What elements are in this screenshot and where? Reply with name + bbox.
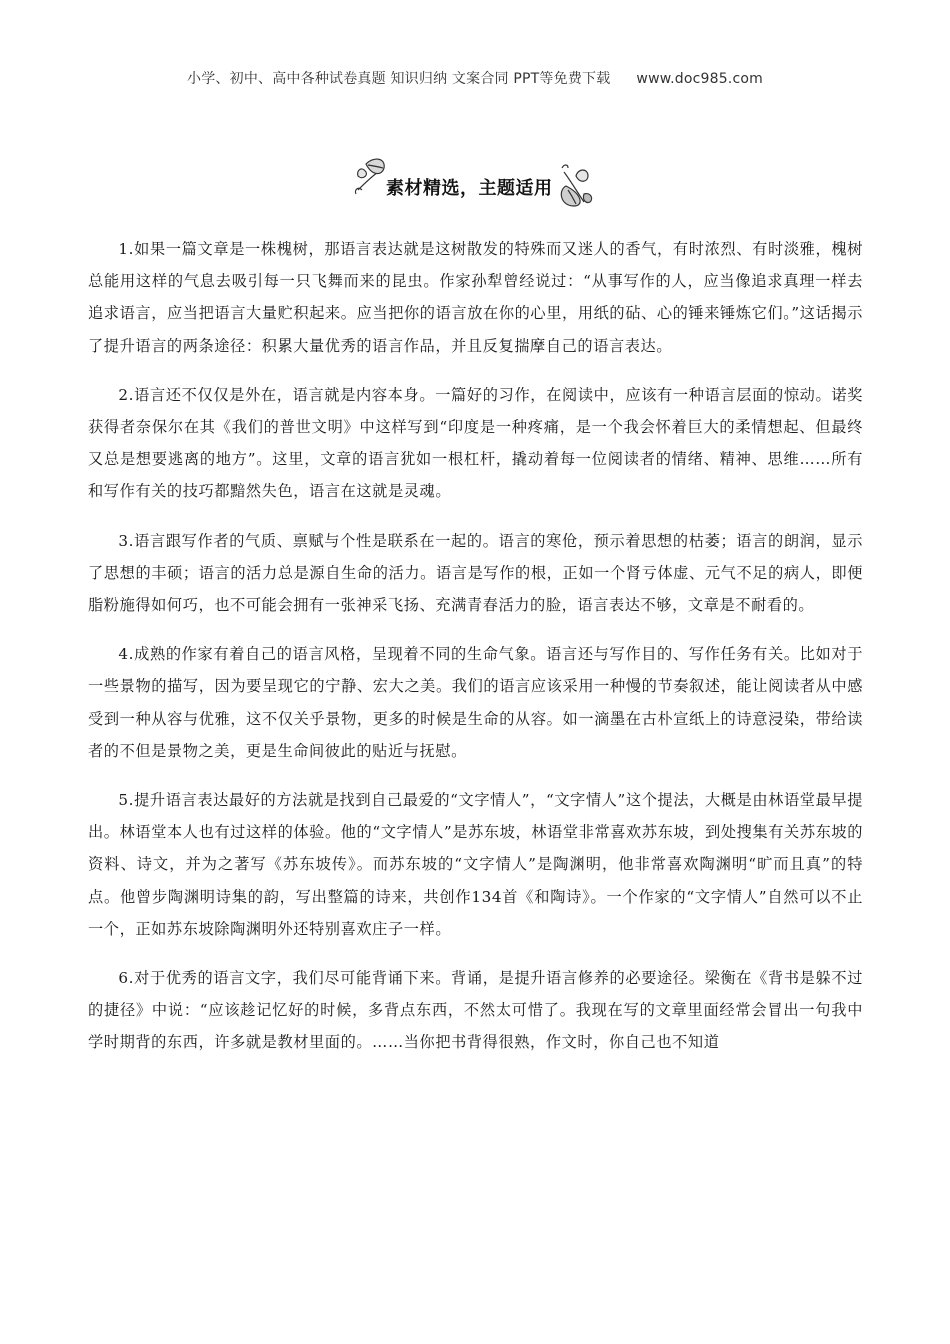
paragraph-1: 1.如果一篇文章是一株槐树，那语言表达就是这树散发的特殊而又迷人的香气，有时浓烈、有时淡雅，槐树总能用这样的气息去吸引每一只飞舞而来的昆虫。作家孙犁曾经说过：“从事写作的人，应当像追求真理一样去追求语言，应当把语言大量贮积起来。应当把你的语言放在你的心里，用纸的砧、心的锤来锤炼它们。”这话揭示了提升语言的两条途径：积累大量优秀的语言作品，并且反复揣摩自己的语言表达。: [88, 240, 863, 355]
paragraph-4: 4.成熟的作家有着自己的语言风格，呈现着不同的生命气象。语言还与写作目的、写作任务有关。比如对于一些景物的描写，因为要呈现它的宁静、宏大之美。我们的语言应该采用一种慢的节奏叙述，能让阅读者从中感受到一种从容与优雅，这不仅关乎景物，更多的时候是生命的从容。如一滴墨在古朴宣纸上的诗意浸染，带给读者的不但是景物之美，更是生命间彼此的贴近与抚慰。: [88, 645, 863, 760]
header-tagline: 小学、初中、高中各种试卷真题 知识归纳 文案合同 PPT等免费下载: [187, 71, 611, 87]
paragraph-6: 6.对于优秀的语言文字，我们尽可能背诵下来。背诵，是提升语言修养的必要途径。梁衡在《背书是躲不过的捷径》中说：“应该趁记忆好的时候，多背点东西，不然太可惜了。我现在写的文章里面经常会冒出一句我中学时期背的东西，许多就是教材里面的。……当你把书背得很熟，作文时，你自己也不知道: [88, 969, 863, 1052]
section-title: 素材精选，主题适用: [386, 178, 553, 199]
paragraph-5: 5.提升语言表达最好的方法就是找到自己最爱的“文字情人”，“文字情人”这个提法，大概是由林语堂最早提出。林语堂本人也有过这样的体验。他的“文字情人”是苏东坡，林语堂非常喜欢苏东坡，到处搜集有关苏东坡的资料、诗文，并为之著写《苏东坡传》。而苏东坡的“文字情人”是陶渊明，他非常喜欢陶渊明“旷而且真”的特点。他曾步陶渊明诗集的韵，写出整篇的诗来，共创作134首《和陶诗》。一个作家的“文字情人”自然可以不止一个，正如苏东坡除陶渊明外还特别喜欢庄子一样。: [88, 791, 863, 938]
paragraph-3: 3.语言跟写作者的气质、禀赋与个性是联系在一起的。语言的寒伧，预示着思想的枯萎；语言的朗润，显示了思想的丰硕；语言的活力总是源自生命的活力。语言是写作的根，正如一个肾亏体虚、元气不足的病人，即便脂粉施得如何巧，也不可能会拥有一张神采飞扬、充满青春活力的脸，语言表达不够，文章是不耐看的。: [88, 531, 863, 615]
article-body: [88, 233, 863, 1076]
page-header: [0, 68, 950, 88]
section-banner: [352, 150, 602, 218]
header-site-link[interactable]: www.doc985.com: [636, 71, 763, 87]
paragraph-2: 2.语言还不仅仅是外在，语言就是内容本身。一篇好的习作，在阅读中，应该有一种语言层面的惊动。诺奖获得者奈保尔在其《我们的普世文明》中这样写到“印度是一种疼痛，是一个我会怀着巨大的柔情想起、但最终又总是想要逃离的地方”。这里，文章的语言犹如一根杠杆，撬动着每一位阅读者的情绪、精神、思维……所有和写作有关的技巧都黯然失色，语言在这就是灵魂。: [88, 385, 863, 501]
